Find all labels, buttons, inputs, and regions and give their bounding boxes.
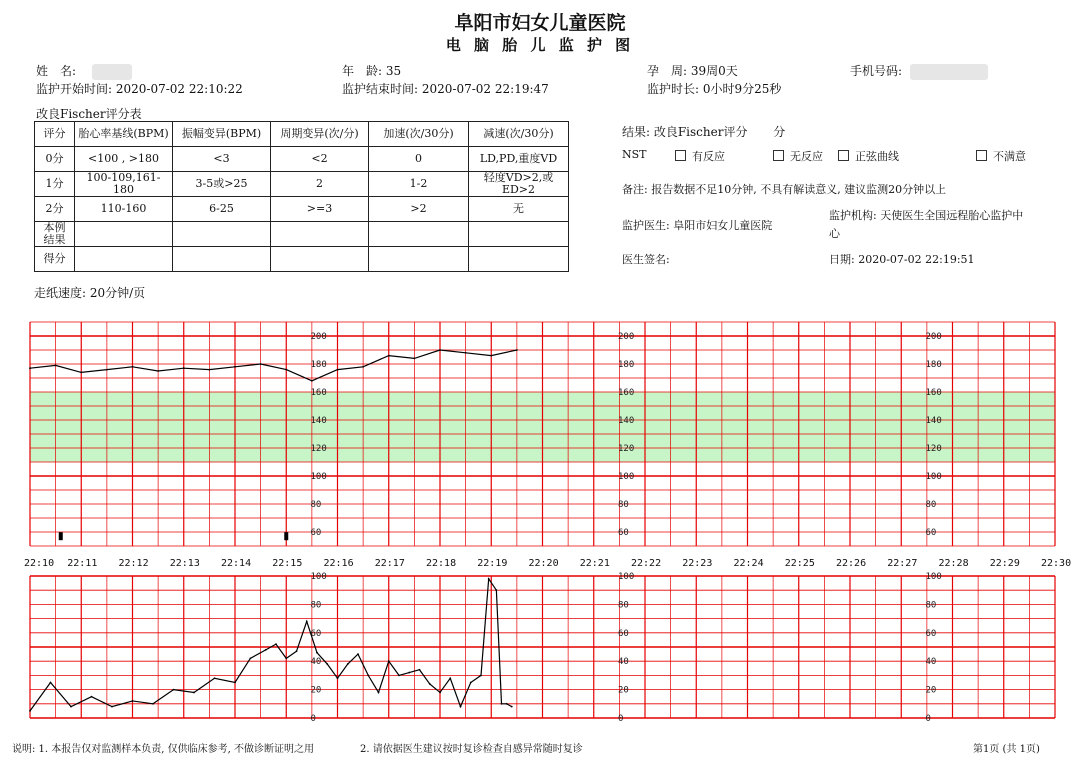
fischer-cell: 得分 [35,247,75,272]
toco-tick-label: 80 [618,600,629,611]
fischer-header: 评分 [35,122,75,147]
fischer-cell: 6-25 [173,197,271,222]
name-label: 姓 名: [36,64,77,78]
duration-field [647,80,781,97]
toco-tick-label: 0 [310,714,316,724]
fischer-cell: >2 [369,197,469,222]
result-unit: 分 [773,125,786,139]
fhr-point [439,349,441,351]
fischer-row [35,222,569,247]
fhr-tick-label: 60 [310,528,322,538]
fischer-header-row [35,122,569,147]
report-date: 日期: 2020-07-02 22:19:51 [829,253,975,266]
toco-point [480,675,482,677]
fhr-tick-label: 200 [310,332,327,342]
fhr-tick-label: 200 [925,332,942,342]
toco-tick-label: 100 [925,572,942,582]
monitor-org: 监护机构: 天使医生全国远程胎心监护中 [829,209,1024,222]
fischer-cell: 本例 结果 [35,222,75,247]
fhr-point [337,369,339,371]
nst-option-reactive[interactable] [675,148,725,164]
fhr-tick-label: 200 [618,332,635,342]
fhr-tick-label: 100 [618,472,635,482]
time-tick-label: 22:10 [24,558,55,569]
option-label: 不满意 [993,150,1026,163]
time-tick-label: 22:12 [118,558,149,569]
toco-point [285,657,287,659]
fischer-cell: 100-109,161-180 [75,172,173,197]
fhr-tick-label: 180 [618,360,635,370]
fischer-header: 振幅变异(BPM) [173,122,271,147]
toco-tick-label: 40 [925,657,937,668]
toco-point [296,650,298,652]
report-subtitle: 电 脑 胎 儿 监 护 图 [445,36,635,54]
fhr-point [157,370,159,372]
fhr-point [183,367,185,369]
toco-tick-label: 20 [925,685,937,696]
fhr-point [260,363,262,365]
monitor-org-cont: 心 [829,227,840,240]
fischer-row [35,147,569,172]
time-tick-label: 22:21 [579,558,610,569]
fischer-cell: 2分 [35,197,75,222]
fischer-caption: 改良Fischer评分表 [36,107,142,121]
toco-point [111,706,113,708]
fhr-tick-label: 120 [925,444,942,454]
toco-point [501,703,503,705]
age-field [342,62,401,79]
fhr-tick-label: 100 [310,472,327,482]
name-redacted [92,64,132,80]
time-tick-label: 22:22 [631,558,662,569]
fischer-cell [173,222,271,247]
fischer-header: 周期变异(次/分) [271,122,369,147]
time-tick-label: 22:25 [784,558,815,569]
paper-speed: 走纸速度: 20分钟/页 [34,286,146,300]
fischer-cell: 0 [369,147,469,172]
toco-tick-label: 0 [925,714,931,724]
fhr-point [413,358,415,360]
duration-value: 0小时9分25秒 [702,82,782,96]
toco-point [234,682,236,684]
nst-option-nonreactive[interactable] [773,148,823,164]
fetal-movement-marker [59,532,63,540]
toco-grid [30,576,1055,718]
fhr-tick-label: 140 [618,416,635,426]
toco-point [306,621,308,623]
fhr-point [234,366,236,368]
fhr-tick-label: 80 [925,500,937,510]
toco-point [449,677,451,679]
fhr-tick-label: 120 [310,444,327,454]
toco-point [408,672,410,674]
fischer-cell [75,247,173,272]
fhr-tick-label: 180 [310,360,327,370]
page-number: 第1页 (共 1页) [973,744,1040,755]
report-title: 阜阳市妇女儿童医院 [454,12,626,34]
remark: 备注: 报告数据不足10分钟, 不具有解读意义, 建议监测20分钟以上 [622,183,947,196]
fhr-tick-label: 180 [925,360,942,370]
toco-tick-label: 40 [310,657,322,668]
fhr-tick-label: 140 [925,416,942,426]
end-label: 监护结束时间: [342,82,419,96]
toco-point [193,692,195,694]
toco-tick-label: 100 [310,572,327,582]
toco-tick-label: 100 [618,572,635,582]
time-tick-label: 22:28 [938,558,969,569]
fischer-header: 减速(次/30分) [469,122,569,147]
footer-note-1: 说明: 1. 本报告仅对监测样本负责, 仅供临床参考, 不做诊断证明之用 [12,744,314,755]
fhr-tick-label: 160 [310,388,327,398]
fischer-cell: <2 [271,147,369,172]
toco-point [470,682,472,684]
fhr-point [285,369,287,371]
nst-label: NST [622,148,647,161]
fischer-cell: 1分 [35,172,75,197]
time-tick-label: 22:19 [477,558,508,569]
toco-point [429,683,431,685]
doctor-signature: 医生签名: [622,253,670,266]
toco-point [347,663,349,665]
toco-point [50,682,52,684]
fischer-cell [271,247,369,272]
fhr-tick-label: 60 [925,528,937,538]
checkbox-icon [976,150,987,161]
fhr-trace [30,350,517,381]
fischer-cell: >=3 [271,197,369,222]
toco-point [29,710,31,712]
fhr-point [208,369,210,371]
age-label: 年 龄: [342,64,383,78]
fhr-point [311,380,313,382]
option-label: 有反应 [692,150,725,163]
time-tick-label: 22:27 [887,558,918,569]
toco-point [495,589,497,591]
toco-point [316,652,318,654]
gestation-value: 39周0天 [690,64,738,78]
toco-tick-label: 80 [925,600,937,611]
toco-point [70,706,72,708]
name-field [36,62,132,80]
toco-point [337,677,339,679]
nst-option-unsatisfactory[interactable] [976,148,1026,164]
toco-tick-label: 0 [618,714,624,724]
time-tick-label: 22:18 [426,558,457,569]
phone-redacted [910,64,988,80]
toco-point [265,649,267,651]
result-line [622,123,785,140]
fhr-point [29,367,31,369]
end-time-field [342,80,549,97]
fhr-tick-label: 80 [618,500,629,510]
toco-tick-label: 60 [618,628,629,639]
fischer-row [35,172,569,197]
end-value: 2020-07-02 22:19:47 [421,82,549,96]
checkbox-icon [773,150,784,161]
fhr-point [80,372,82,374]
ctg-chart [0,312,1080,732]
start-label: 监护开始时间: [36,82,113,96]
toco-point [511,706,513,708]
toco-tick-label: 20 [310,685,322,696]
toco-tick-label: 80 [310,600,322,611]
fhr-point [490,355,492,357]
toco-point [419,669,421,671]
toco-point [249,657,251,659]
gestation-field [647,62,738,79]
fhr-tick-label: 160 [925,388,942,398]
fischer-cell [271,222,369,247]
toco-point [378,692,380,694]
fhr-point [362,366,364,368]
fischer-row [35,247,569,272]
fischer-cell [75,222,173,247]
toco-axis [311,572,942,724]
time-tick-label: 22:20 [528,558,559,569]
time-tick-label: 22:15 [272,558,303,569]
monitor-doctor: 监护医生: 阜阳市妇女儿童医院 [622,219,773,232]
toco-point [91,696,93,698]
option-label: 正弦曲线 [855,150,899,163]
start-time-field [36,80,243,97]
fischer-cell: 3-5或>25 [173,172,271,197]
fischer-cell: 无 [469,197,569,222]
start-value: 2020-07-02 22:10:22 [115,82,243,96]
fischer-cell: 0分 [35,147,75,172]
fischer-header: 胎心率基线(BPM) [75,122,173,147]
fhr-point [55,365,57,367]
toco-tick-label: 60 [310,628,322,639]
fhr-point [106,369,108,371]
fischer-cell [469,222,569,247]
fhr-tick-label: 140 [310,416,327,426]
fischer-cell: LD,PD,重度VD [469,147,569,172]
toco-point [439,692,441,694]
result-label: 结果: 改良Fischer评分 [622,125,748,139]
fischer-cell: 2 [271,172,369,197]
toco-point [132,700,134,702]
fhr-point [465,352,467,354]
phone-field [850,62,988,80]
time-tick-label: 22:11 [67,558,98,569]
time-tick-label: 22:26 [836,558,867,569]
toco-point [214,677,216,679]
toco-point [326,663,328,665]
fhr-tick-label: 160 [618,388,635,398]
toco-tick-label: 60 [925,628,937,639]
duration-label: 监护时长: [647,82,700,96]
fhr-point [388,355,390,357]
toco-point [398,675,400,677]
time-tick-label: 22:16 [323,558,354,569]
time-tick-label: 22:17 [374,558,405,569]
time-tick-label: 22:14 [221,558,252,569]
fischer-cell: 1-2 [369,172,469,197]
toco-point [388,660,390,662]
time-tick-label: 22:24 [733,558,764,569]
fischer-cell [173,247,271,272]
fhr-point [516,349,518,351]
fischer-cell: <100 , >180 [75,147,173,172]
toco-point [275,643,277,645]
toco-point [357,653,359,655]
fhr-tick-label: 80 [310,500,322,510]
time-tick-label: 22:29 [989,558,1020,569]
time-tick-label: 22:30 [1041,558,1072,569]
phone-label: 手机号码: [850,64,903,78]
fischer-cell [469,247,569,272]
time-tick-label: 22:13 [169,558,200,569]
time-tick-label: 22:23 [682,558,713,569]
toco-tick-label: 40 [618,657,629,668]
nst-option-sinusoidal[interactable] [838,148,899,164]
checkbox-icon [675,150,686,161]
gestation-label: 孕 周: [647,64,688,78]
checkbox-icon [838,150,849,161]
footer-note-2: 2. 请依据医生建议按时复诊检查自感异常随时复诊 [360,744,583,755]
fischer-cell: 110-160 [75,197,173,222]
toco-point [152,703,154,705]
fischer-table [34,121,569,272]
fischer-cell: <3 [173,147,271,172]
fischer-cell: 轻度VD>2,或ED>2 [469,172,569,197]
fischer-header: 加速(次/30分) [369,122,469,147]
fischer-row [35,197,569,222]
fhr-point [132,366,134,368]
age-value: 35 [385,64,402,78]
toco-point [488,578,490,580]
fhr-tick-label: 100 [925,472,942,482]
toco-point [173,689,175,691]
fhr-tick-label: 120 [618,444,635,454]
fhr-grid [30,322,1055,546]
toco-point [506,703,508,705]
fetal-movement-marker [284,532,288,540]
toco-point [367,675,369,677]
fhr-tick-label: 60 [618,528,629,538]
fischer-cell [369,247,469,272]
toco-point [460,706,462,708]
time-axis [24,558,1071,569]
fischer-cell [369,222,469,247]
option-label: 无反应 [790,150,823,163]
toco-tick-label: 20 [618,685,629,696]
